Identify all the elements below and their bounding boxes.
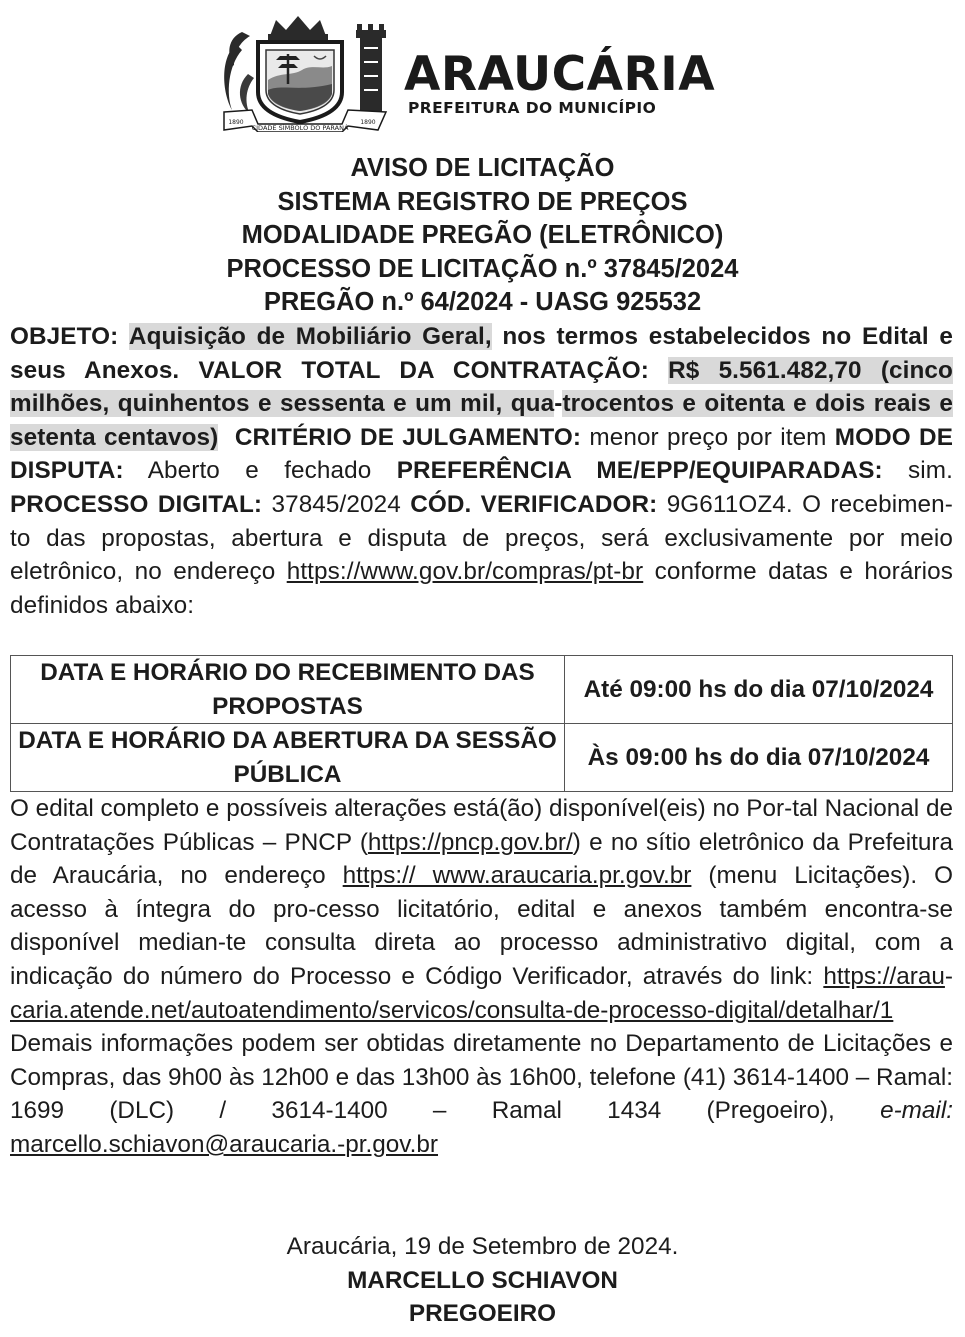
table-cell-label: DATA E HORÁRIO DO RECEBIMENTO DAS PROPOSTAS <box>11 656 565 724</box>
atende-link-2[interactable]: caria.atende.net/autoatendimento/servicos/consulta-de-processo- <box>10 996 716 1024</box>
header <box>218 14 758 134</box>
valor-label: VALOR TOTAL DA CONTRATAÇÃO: <box>198 356 649 384</box>
email-label: e-mail: <box>880 1097 953 1125</box>
title-pregao: PREGÃO n.º 64/2024 - UASG 925532 <box>263 288 702 317</box>
recebimento-text-1: O recebimen <box>802 490 945 518</box>
valor-highlight-1: R$ 5.561.482,70 (cinco milhões, quinhentos e sessenta e um mil, qua <box>10 356 953 418</box>
objeto-paragraph: OBJETO: Aquisição de Mobiliário Geral, nos termos estabelecidos no Edital e seus Anexos. VALOR TOTAL DA CONTRATAÇÃO: R$ 5.561.482,70 (cinco milhões, quinhentos e sessenta e um mil, qua-trocentos e oitenta e dois reais e setenta centavos) CRITÉRIO DE JULGAMENTO: menor preço por item MODO DE DISPUTA: Aberto e fechado PREFERÊNCIA ME/EPP/EQUIPARADAS: sim. PROCESSO DIGITAL: 37845/2024 CÓD. VERIFICADOR: 9G611OZ4. O recebimen-to das propostas, abertura e disputa de preços, será exclusivamente por meio eletrônico, no endereço https://www.gov.br/compras/pt-br conforme datas e horários definidos abaixo: <box>10 323 953 619</box>
edital-text-1b: tal Nacional de Contratações Públicas – PNCP ( <box>10 795 953 856</box>
processo-digital-value: 37845/2024 <box>271 490 401 518</box>
table-row <box>11 724 953 792</box>
objeto-terms: nos termos estabelecidos no Edital e seus Anexos. <box>10 323 953 384</box>
araucaria-coat-of-arms-icon <box>218 14 393 132</box>
preferencia-value: sim. <box>908 457 953 485</box>
edital-text-4: Demais informações podem ser obtidas diretamente no Departamento de Licitações e Compras, das 9h00 às 12h00 e das 13h00 às 16h00, telefone (41) 3614-1400 – Ramal: 1699 (DLC) / 3614-1400 – Ramal 1434 (Pregoeiro), <box>10 1030 953 1125</box>
brand-name: ARAUCÁRIA <box>404 47 716 102</box>
table-cell-label: DATA E HORÁRIO DA ABERTURA DA SESSÃO PÚBLICA <box>11 724 565 792</box>
title-modalidade: MODALIDADE PREGÃO (ELETRÔNICO) <box>241 221 724 250</box>
table-cell-value: Até 09:00 hs do dia 07/10/2024 <box>565 656 953 724</box>
atende-link-3[interactable]: digital/detalhar/1 <box>715 996 894 1024</box>
criterio-label: CRITÉRIO DE JULGAMENTO: <box>234 423 582 451</box>
edital-text-1a: O edital completo e possíveis alterações está(ão) disponível(eis) no Por <box>10 795 785 822</box>
brand <box>404 47 716 117</box>
edital-text-2: ) e no sítio eletrônico da Prefeitura de Araucária, no endereço <box>10 828 954 890</box>
crest-ribbon-text: CIDADE SÍMBOLO DO PARANÁ <box>251 124 349 132</box>
processo-digital-label: PROCESSO DIGITAL: <box>10 490 263 518</box>
table-row <box>11 656 953 724</box>
notice-titles <box>0 152 965 320</box>
table-cell-value: Às 09:00 hs do dia 07/10/2024 <box>565 724 953 792</box>
modo-value: Aberto e fechado <box>147 457 372 485</box>
edital-text-3c: te consulta direta ao processo administrativo digital, com a indicação do número do Processo e Código Verificador, através do link: <box>10 929 953 990</box>
edital-paragraph: O edital completo e possíveis alterações está(ão) disponível(eis) no Por-tal Nacional de Contratações Públicas – PNCP (https://pncp.gov.br/) e no sítio eletrônico da Prefeitura de Araucária, no endereço https:// www.araucaria.pr.gov.br (menu Licitações). O acesso à íntegra do pro-cesso licitatório, edital e anexos também encontra-se disponível median-te consulta direta ao processo administrativo digital, com a indicação do número do Processo e Código Verificador, através do link: https://arau-caria.atende.net/autoatendimento/servicos/consulta-de-processo-digital/detalhar/1 Demais informações podem ser obtidas diretamente no Departamento de Licitações e Compras, das 9h00 às 12h00 e das 13h00 às 16h00, telefone (41) 3614-1400 – Ramal: 1699 (DLC) / 3614-1400 – Ramal 1434 (Pregoeiro), e-mail: marcello.schiavon@araucaria.-pr.gov.br <box>10 795 954 1158</box>
araucaria-site-link[interactable]: https:// www.araucaria.pr.gov.br <box>342 862 692 890</box>
crest-year-left: 1890 <box>228 119 244 126</box>
cod-verificador-value: 9G611OZ4. <box>666 490 793 518</box>
compras-link[interactable]: https://www.gov.br/compras/pt-br <box>286 558 644 586</box>
objeto-label: OBJETO: <box>10 323 119 350</box>
conforme-text: conforme datas e horários definidos abaixo: <box>10 558 953 619</box>
title-aviso: AVISO DE LICITAÇÃO <box>350 154 615 182</box>
signer-role: PREGOEIRO <box>408 1300 557 1328</box>
email-link-2[interactable]: pr.gov.br <box>345 1130 439 1158</box>
pncp-link[interactable]: https://pncp.gov.br/ <box>367 828 573 856</box>
objeto-highlight: Aquisição de Mobiliário Geral, <box>128 323 492 350</box>
brand-subtitle: PREFEITURA DO MUNICÍPIO <box>408 99 657 117</box>
modo-label: MODO DE DISPUTA: <box>10 423 953 485</box>
title-sistema: SISTEMA REGISTRO DE PREÇOS <box>277 187 688 216</box>
dates-table <box>10 655 953 792</box>
criterio-value: menor preço por item <box>589 423 827 451</box>
title-processo: PROCESSO DE LICITAÇÃO n.º 37845/2024 <box>226 254 739 283</box>
email-link-1[interactable]: marcello.schiavon@araucaria.- <box>10 1130 346 1158</box>
cod-verificador-label: CÓD. VERIFICADOR: <box>410 490 658 518</box>
edital-text-3a: (menu Licitações). O acesso à íntegra do pro <box>10 862 953 923</box>
signer-name: MARCELLO SCHIAVON <box>347 1266 618 1294</box>
closing <box>0 1230 965 1331</box>
edital-text-3b: cesso licitatório, edital e anexos também encontra-se disponível median <box>10 895 953 957</box>
recebimento-text-2: to das propostas, abertura e disputa de preços, será exclusivamente por meio eletrônico, no endereço <box>10 524 953 586</box>
preferencia-label: PREFERÊNCIA ME/EPP/EQUIPARADAS: <box>396 457 883 485</box>
atende-link-1[interactable]: https://arau <box>823 962 945 990</box>
valor-highlight-2: trocentos e oitenta e dois reais e setenta centavos) <box>10 390 953 451</box>
date-line: Araucária, 19 de Setembro de 2024. <box>286 1233 679 1260</box>
crest-year-right: 1890 <box>360 119 376 126</box>
